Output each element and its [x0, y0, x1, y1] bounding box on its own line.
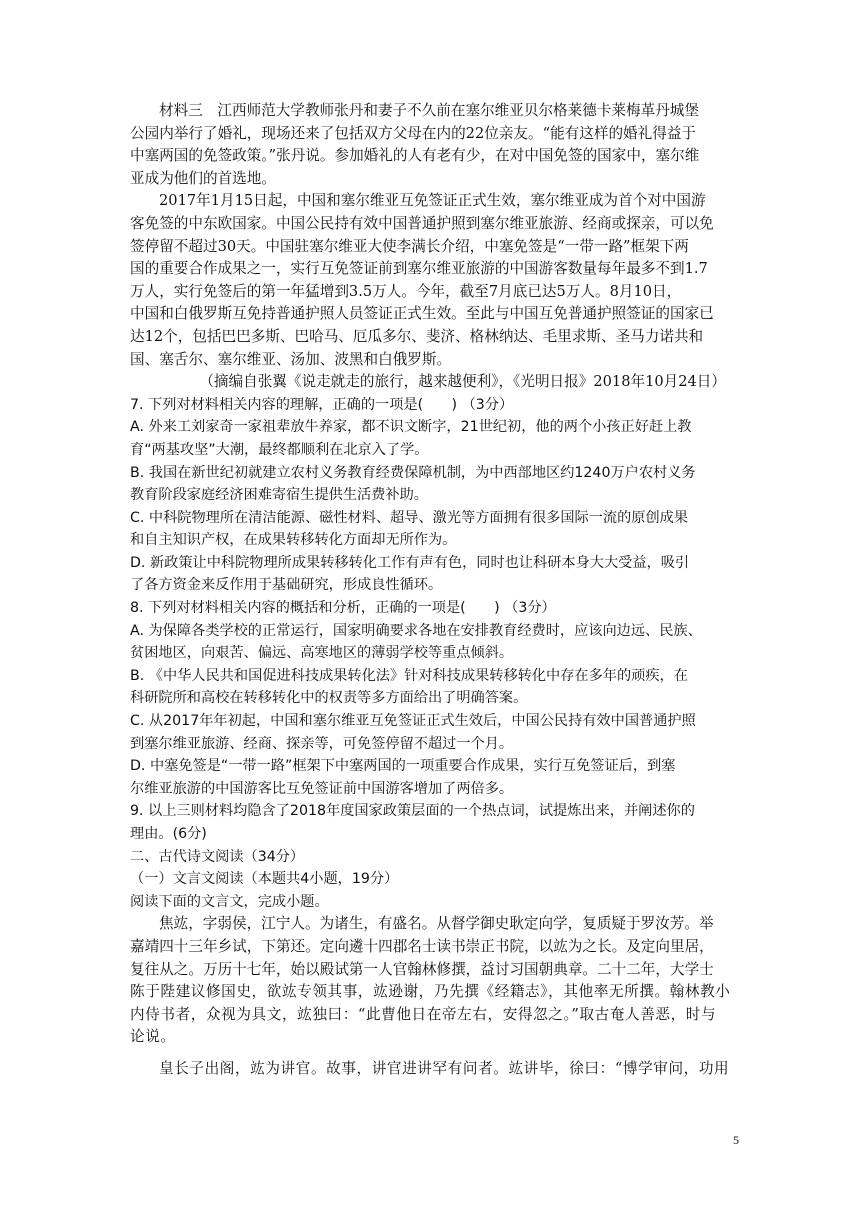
material3-line: 材料三 江西师范大学教师张丹和妻子不久前在塞尔维亚贝尔格莱德卡莱梅革丹城堡: [159, 102, 699, 119]
page-number: 5: [733, 1133, 739, 1147]
question-9-stem-cont: 理由。(6分): [130, 826, 207, 842]
classical-text-line: 复往从之。万历十七年，始以殿试第一人官翰林修撰，益讨习国朝典章。二十二年，大学士: [130, 960, 714, 978]
page-content: [130, 100, 730, 1081]
classical-text-line: 内侍书者，众视为具文，竑独曰：“此曹他日在帝左右，安得忽之。”取古奄人善恶，时与: [130, 1005, 717, 1023]
question-7-option-a-cont: 育“两基攻坚”大潮，最终都顺利在北京入了学。: [130, 441, 429, 458]
material3-line: 签停留不超过30天。中国驻塞尔维亚大使李满长介绍，中塞免签是“一带一路”框架下两: [130, 237, 689, 255]
question-8-option-b-cont: 科研院所和高校在转移转化中的权责等多方面给出了明确答案。: [130, 690, 528, 707]
material3-line: 2017年1月15日起，中国和塞尔维亚互免签证正式生效，塞尔维亚成为首个对中国游: [159, 192, 706, 210]
classical-text-line: 焦竑，字弱侯，江宁人。为诸生，有盛名。从督学御史耿定向学，复质疑于罗汝芳。举: [159, 915, 714, 933]
question-7-option-b-cont: 教育阶段家庭经济困难寄宿生提供生活费补助。: [130, 487, 428, 504]
question-7-option-c: C. 中科院物理所在清洁能源、磁性材料、超导、激光等方面拥有很多国际一流的原创成果: [130, 509, 689, 526]
material3-line: 客免签的中东欧国家。中国公民持有效中国普通护照到塞尔维亚旅游、经商或探亲，可以免: [130, 214, 714, 232]
question-8-option-c-cont: 到塞尔维亚旅游、经商、探亲等，可免签停留不超过一个月。: [130, 735, 514, 752]
material3-line: 公园内举行了婚礼，现场还来了包括双方父母在内的22位亲友。“能有这样的婚礼得益于: [130, 124, 697, 142]
section-2-title: 二、古代诗文阅读（34分）: [130, 848, 305, 865]
question-8-option-d-cont: 尔维亚旅游的中国游客比互免签证前中国游客增加了两倍多。: [130, 780, 514, 797]
material3-line: 万人，实行免签后的第一年猛增到3.5万人。今年，截至7月底已达5万人。8月10日，: [130, 282, 682, 300]
question-8-stem: 8. 下列对材料相关内容的概括和分析，正确的一项是( ) （3分）: [130, 600, 556, 617]
material3-line: 中塞两国的免签政策。”张丹说。参加婚礼的人有老有少，在对中国免签的国家中，塞尔维: [130, 147, 700, 165]
material3-line: 达12个，包括巴巴多斯、巴哈马、厄瓜多尔、斐济、格林纳达、毛里求斯、圣马力诺共和: [130, 327, 704, 345]
material3-line: 亚成为他们的首选地。: [130, 169, 276, 187]
question-8-option-a-cont: 贫困地区，向艰苦、偏远、高寒地区的薄弱学校等重点倾斜。: [130, 645, 514, 662]
material3-line: 国、塞舌尔、塞尔维亚、汤加、波黑和白俄罗斯。: [130, 350, 452, 368]
question-7-option-d-cont: 了各方资金来反作用于基础研究，形成良性循环。: [130, 577, 443, 594]
section-2-instruction: 阅读下面的文言文，完成小题。: [130, 893, 329, 910]
classical-text-line: 皇长子出阁，竑为讲官。故事，讲官进讲罕有问者。竑讲毕，徐曰：“博学审问，功用: [159, 1059, 730, 1077]
question-7-option-a: A. 外来工刘家奇一家祖辈放牛养家，都不识文断字，21世纪初，他的两个小孩正好赶上教: [130, 419, 692, 436]
question-7-option-b: B. 我国在新世纪初就建立农村义务教育经费保障机制，为中西部地区约1240万户农村义务: [130, 464, 696, 481]
question-8-option-b: B. 《中华人民共和国促进科技成果转化法》针对科技成果转移转化中存在多年的顽疾，在: [130, 667, 688, 684]
question-7-stem: 7. 下列对材料相关内容的理解，正确的一项是( ) （3分）: [130, 396, 514, 413]
classical-text-line: 陈于陛建议修国史，欲竑专领其事，竑逊谢，乃先撰《经籍志》，其他率无所撰。翰林教小: [130, 983, 731, 1001]
material3-source: （摘编自张翼《说走就走的旅行，越来越便利》，《光明日报》2018年10月24日）: [199, 373, 726, 391]
question-7-option-d: D. 新政策让中科院物理所成果转移转化工作有声有色，同时也让科研本身大大受益，吸引: [130, 554, 690, 571]
classical-text-line: 论说。: [130, 1028, 176, 1046]
section-2-subtitle: （一）文言文阅读（本题共4小题，19分）: [130, 871, 399, 888]
question-8-option-c: C. 从2017年年初起，中国和塞尔维亚互免签证正式生效后，中国公民持有效中国普通护照: [130, 713, 696, 730]
question-8-option-d: D. 中塞免签是“一带一路”框架下中塞两国的一项重要合作成果，实行互免签证后，到塞: [130, 758, 676, 775]
classical-text-line: 嘉靖四十三年乡试，下第还。定向遴十四郡名士读书崇正书院，以竑为之长。及定向里居，: [130, 937, 714, 955]
question-7-option-c-cont: 和自主知识产权，在成果转移转化方面却无所作为。: [130, 532, 457, 549]
question-9-stem: 9. 以上三则材料均隐含了2018年度国家政策层面的一个热点词，试提炼出来，并阐述你的: [130, 803, 695, 820]
material3-line: 中国和白俄罗斯互免持普通护照人员签证正式生效。至此与中国互免普通护照签证的国家已: [130, 305, 714, 323]
paragraph-gap: [130, 1049, 730, 1058]
question-8-option-a: A. 为保障各类学校的正常运行，国家明确要求各地在安排教育经费时，应该向边远、民族、: [130, 622, 702, 639]
material3-line: 国的重要合作成果之一，实行互免签证前到塞尔维亚旅游的中国游客数量每年最多不到1.7: [130, 260, 708, 278]
